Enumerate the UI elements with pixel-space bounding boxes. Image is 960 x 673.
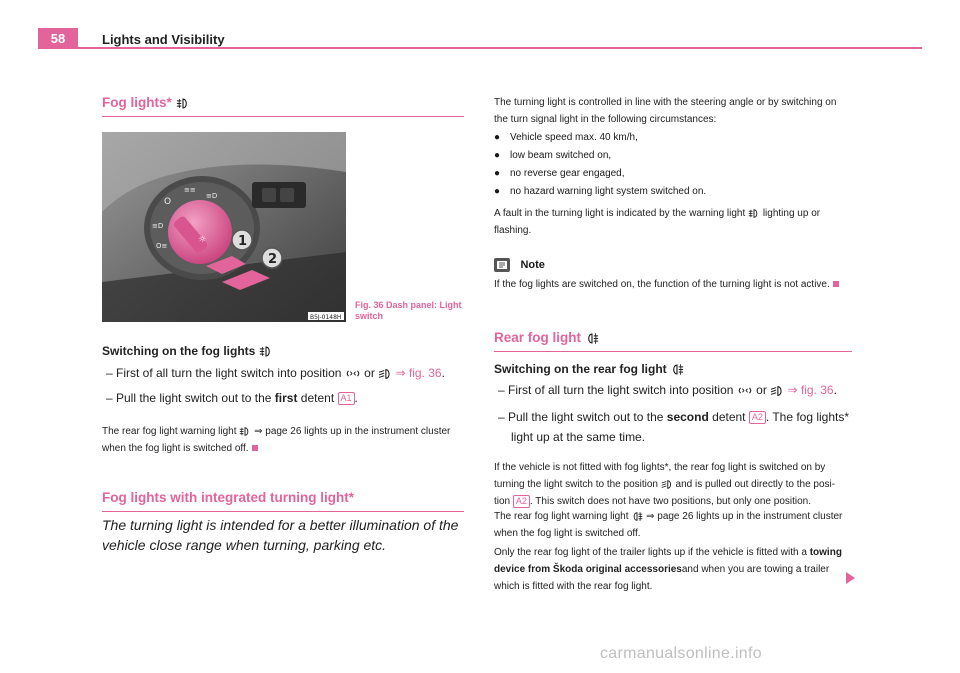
front-fog-light-icon [176,97,190,110]
figure-light-switch-photo [102,132,346,322]
side-light-icon [737,385,753,396]
intro-paragraph: The turning light is intended for a better illumination of the vehicle close range when turning, parking etc. [102,517,459,553]
section-rear-fog [494,330,852,352]
note-text: If the fog lights are switched on, the function of the turning light is not active. [494,276,859,293]
callout-a2: A2 [513,495,530,508]
light-switch-illustration [102,132,346,322]
step-2: – Pull the light switch out to the first detent A1 . [106,391,358,405]
list-item: ● low beam switched on, [494,150,612,161]
svg-text:≡≡: ≡≡ [184,186,196,194]
section-end-mark [833,281,839,287]
step-1: – First of all turn the light switch into position or ⇒ fig. 36. [106,366,445,380]
page-26-link[interactable]: ⇒ page 26 lights up in the instrument cluster [254,426,451,437]
svg-text:≡D: ≡D [152,222,164,230]
svg-text:≡D: ≡D [206,192,218,200]
svg-text:O: O [164,197,172,207]
trailer-paragraph: Only the rear fog light of the trailer lights up if the vehicle is fitted with a towing device from Škoda original accessoriesand when you are towing a trailer which is fitted with the rear fog light. [494,547,842,592]
page-title: Lights and Visibility [102,32,225,47]
callout-a1: A1 [338,392,355,405]
front-fog-light-icon [748,208,760,219]
rear-step-1: – First of all turn the light switch into position or ⇒ fig. 36. [498,383,837,397]
rear-fog-light-icon [631,511,643,522]
page-number: 58 [38,28,78,48]
note-label: Note [520,258,545,271]
list-item: ● no hazard warning light system switched on. [494,186,707,197]
side-light-icon [345,368,361,379]
section-rule [102,116,464,117]
list-item: ● no reverse gear engaged, [494,168,625,179]
light-switch-knob [168,200,232,264]
low-beam-icon [378,368,392,380]
callout-1: 1 [238,234,248,249]
header-rule [38,47,922,49]
subheading-switching-rear-fog: Switching on the rear fog light [494,362,684,376]
figure-caption: Fig. 36 Dash panel: Light switch [355,300,462,321]
note-block [494,256,545,274]
photo-code: B5J-0148H [310,314,342,321]
subheading-switching-fog: Switching on the fog lights [102,344,273,358]
note-icon [494,258,510,272]
section-rule [102,511,464,512]
callout-a2: A2 [749,411,766,424]
low-beam-icon [661,479,673,490]
rear-step-2: – Pull the light switch out to the second detent A2 . The fog lights* light up at the same time. [498,410,850,444]
next-page-arrow-icon[interactable] [846,572,855,584]
callout-2: 2 [268,252,278,267]
fig-36-link[interactable]: ⇒ fig. 36 [395,366,442,380]
svg-text:☼: ☼ [198,235,207,245]
rear-fog-light-icon [670,363,684,376]
section-heading-fog-lights: Fog lights* [102,95,464,110]
section-heading-integrated-turning: Fog lights with integrated turning light* [102,490,354,505]
low-beam-icon [770,385,784,397]
fault-paragraph: A fault in the turning light is indicated by the warning light lighting up or flashing. [494,208,821,236]
front-fog-light-icon [259,345,273,358]
rear-warning-paragraph: The rear fog light warning light ⇒ page 26 lights up in the instrument cluster when the fog light is switched off. [494,511,843,539]
page-26-link[interactable]: ⇒ page 26 lights up in the instrument cluster [646,511,843,522]
turning-light-paragraph: The turning light is controlled in line with the steering angle or by switching on the turn signal light in the following circumstances: [494,97,837,125]
warning-paragraph: The rear fog light warning light ⇒ page 26 lights up in the instrument cluster when the fog light is switched off. [102,426,451,454]
fig-36-link[interactable]: ⇒ fig. 36 [787,383,834,397]
front-fog-light-icon [239,426,251,437]
section-fog-lights [102,95,464,117]
svg-text:O≡: O≡ [156,242,168,250]
section-integrated-turning [102,490,464,512]
section-end-mark [252,445,258,451]
conditions-list [494,129,859,201]
list-item: ● Vehicle speed max. 40 km/h, [494,132,638,143]
rear-fog-light-icon [585,332,599,345]
section-rule [494,351,852,352]
section-heading-rear-fog: Rear fog light [494,330,852,345]
watermark: carmanualsonline.info [600,645,762,662]
no-fog-paragraph: If the vehicle is not fitted with fog lights*, the rear fog light is switched on by turning the light switch to the position and is pulled out directly to the posi- tion A2 . This switch does not have two positions, but only one position. [494,462,836,507]
